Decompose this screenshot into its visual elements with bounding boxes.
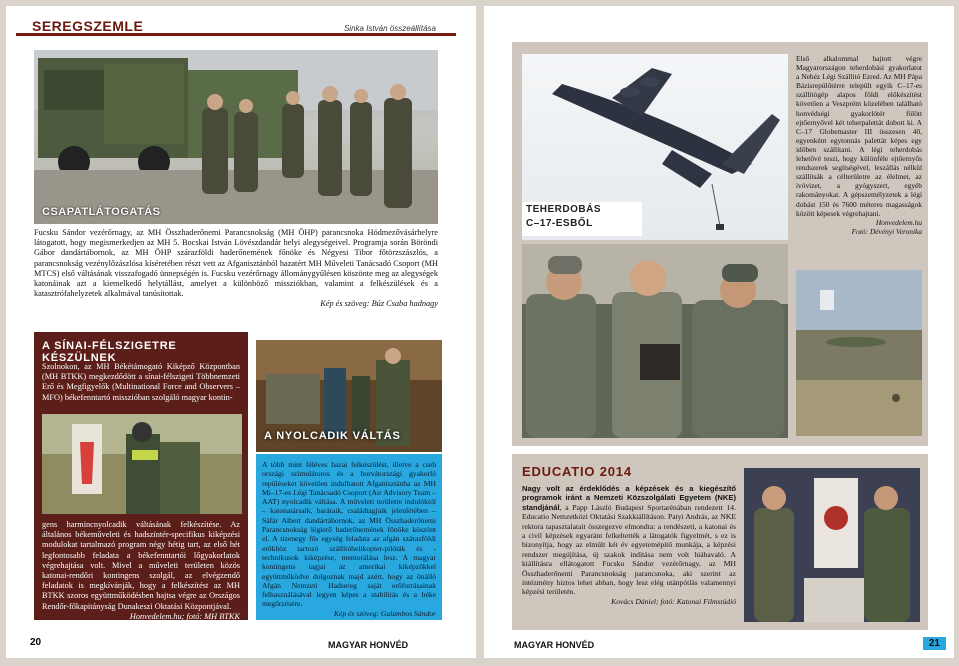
section-subtitle: Sinka István összeállítása xyxy=(343,24,436,33)
left-footer-magazine: MAGYAR HONVÉD xyxy=(328,640,409,650)
visit-article xyxy=(34,228,438,310)
airfield-art xyxy=(796,270,922,436)
nyolc-title: A NYOLCADIK VÁLTÁS xyxy=(264,430,401,442)
educatio-article xyxy=(522,484,736,606)
nyolc-credit: Kép és szöveg: Galambos Sándor xyxy=(333,608,436,618)
section-title: SEREGSZEMLE xyxy=(32,18,144,34)
airfield-photo xyxy=(796,270,922,436)
sinai-photo xyxy=(42,414,242,514)
sinai-text-bottom xyxy=(42,520,240,622)
cargo-team-art xyxy=(522,244,788,438)
nyolc-article xyxy=(262,460,436,618)
plane-label-line2: C–17-ESBŐL xyxy=(526,218,593,229)
sinai-photo-art xyxy=(42,414,242,514)
plane-label-box xyxy=(522,202,642,236)
educatio-title: EDUCATIO 2014 xyxy=(522,464,632,479)
right-page-number: 21 xyxy=(923,637,946,650)
visit-credit: Kép és szöveg: Búz Csaba hadnagy xyxy=(320,299,438,309)
right-footer-magazine: MAGYAR HONVÉD xyxy=(514,640,595,650)
cargo-team-photo xyxy=(522,244,788,438)
left-page-number: 20 xyxy=(30,637,42,648)
educatio-photo xyxy=(744,468,920,622)
educatio-art xyxy=(744,468,920,622)
educatio-lead: Nagy volt az érdeklődés a képzések és a kiegészítő programok iránt a Nemzeti Közszolgálati Egyetem (NKE) standjánál xyxy=(522,484,736,512)
sinai-text-2: gens harmincnyolcadik váltásának felkészítése. Az általános békeműveleti és hadszíntér-specifikus kiképzési modulokat tartalmazó program négy hétig tart, az első hét legfontosabb feladata a békefenntartói lőgyakorlatok végrehajtása volt. Mivel a műveleti területen közös katonai-rendőri kontingens szolgál, az elvégzendő feladatok is megkívánják, hogy a felkészítést az MH BTKK szoros együttműködésben hajtsa végre az Országos Rendőr-főkapitányság Dunakeszi Oktatási Központjával. xyxy=(42,520,240,611)
nyolc-title-band xyxy=(256,426,442,448)
sinai-text-top xyxy=(42,362,240,403)
visit-photo xyxy=(34,50,438,224)
sinai-text-1: Szolnokon, az MH Békétámogató Kiképző Központban (MH BTKK) megkezdődött a sínai-félszigeti Többnemzeti Erő és Megfigyelők (Multinational Force and Observers – MFO) békefenntartó misszióban szolgáló magyar kontin- xyxy=(42,362,240,402)
nyolc-text: A több mint féléves hazai felkészülést, illetve a cseh országi szimulátoros és a horvátországi gyakorló repüléseket követően indulhatott Afganisztánba az MH Mi–17-es Légi Tanácsadó Csoport (Air Advisory Team – AAT) nyolcadik váltása. A műveleti területre indulóktól – katonatársaik, barátaik, családtagjaik jelenlétében – Sáfár Albert dandártábornok, az MH Összhaderőnemi Parancsnokság légierő haderőnemének főnöke köszönt el. A tizenegy fős egység feladata az afgán szárazföldi erőkhöz tartozó szállítóhelikopter-pilóták és -technikusok kiképzése, mentorálása lesz. A magyar kontingens tagjai az amerikai kiképzőkkel együttműködve dolgoznak majd azért, hogy az önálló Afgán Nemzeti Hadsereg saját erőforrásainak felhasználásával legyen képes a stabilitás és a béke megőrzésére. xyxy=(262,460,436,609)
section-header xyxy=(16,14,456,36)
plane-article xyxy=(796,54,922,236)
plane-text: Első alkalommal hajtott végre Magyarországon teherdobási gyakorlatot a Nehéz Légi Szállító Ezred. Az MH Pápa Bázisrepülőtérre települt egyik C–17-es szállítógép alapos földi előkészítést követően a Veszprém közelében található honvédségi gyakorlótér fölött ejtőernyővel két teherpalettát dobott ki. A C–17 Globemaster III összesen 40, egyenként egytonnás palettát képes egy időben szállítani. A légi teherdobás lehetővé teszi, hogy különféle ejtőernyős rendszerek segítségével, leszállás nélkül szállítsák a célterületre az élelmet, az ivóvizet, a gyógyszert, egyéb rakományokat. A gépszemélyzetek a légi dobást 150 és 7600 méteres magasságok között képesek végrehajtani. xyxy=(796,54,922,218)
sinai-credit: Honvedelem.hu; fotó: MH BTKK xyxy=(129,611,240,621)
educatio-box xyxy=(512,454,928,630)
plane-label-line1: TEHERDOBÁS xyxy=(526,204,602,215)
educatio-text: , a Papp László Budapest Sportarénában rendezett 14. Educatio Nemzetközi Oktatási Szakkiállításon. Patyi András, az NKE rektora tapasztalatait összegezve elmondta: a rendészeti, a katonai és a civil képzések egyaránt felkeltették a látogatók figyelmét, s ez is bizonyítja, hogy az elmúlt két év egyetemépítő munkája, a képzési rendszer megújítása, új szakok indítása nem volt hiábavaló. A kiállításra ellátogatott Fucsku Sándor vezérőrnagy, az MH Összhaderőnemi Parancsnokság parancsnoka, aki szerint az intézmény hiztos lehet abban, hogy lesz elég utánpótlás valamennyi képzési területén. xyxy=(522,502,736,597)
sinai-box xyxy=(34,332,248,620)
educatio-credit: Kovács Dániel; fotó: Katonai Filmstúdió xyxy=(611,596,736,606)
nyolc-box xyxy=(256,454,442,620)
sinai-title: A SÍNAI-FÉLSZIGETRE KÉSZÜLNEK xyxy=(42,340,177,364)
visit-photo-label: CSAPATLÁTOGATÁS xyxy=(42,206,161,218)
plane-credit-2: Fotó: Dévényi Veronika xyxy=(851,226,922,236)
right-page xyxy=(484,6,954,658)
visit-article-text: Fucsku Sándor vezérőrnagy, az MH Összhaderőnemi Parancsnokság (MH ÖHP) parancsnoka Hódmezővásárhelyre látogatott, hogy megismerkedjen az MH 5. Bocskai István Lövészdandár helyi alegységeivel. Programja során Böröndi Gábor dandártábornok, az MH ÖHP szárazföldi haderőnemének főnöke és Négyesi Tibor főtörzszászlós, a parancsnokság vezénylőzászlósa kíséretében részt vett az Afganisztánból hazatért MH Műveleti Tanácsadó Csoport (MH MTCS) első váltásának visszafogadó ünnepségén is. Fucsku vezérőrnagy állománygyűlésen köszönte meg az alegységek katonáinak azt a kiemelkedő helytállást, amelyet a különböző missziókban, valamint a felkészülések és a katasztrófahelyzetek alkalmával tanúsítottak. xyxy=(34,228,438,299)
visit-photo-art xyxy=(34,50,438,224)
plane-credit-1: Honvedelem.hu xyxy=(875,217,922,227)
left-page xyxy=(6,6,476,658)
